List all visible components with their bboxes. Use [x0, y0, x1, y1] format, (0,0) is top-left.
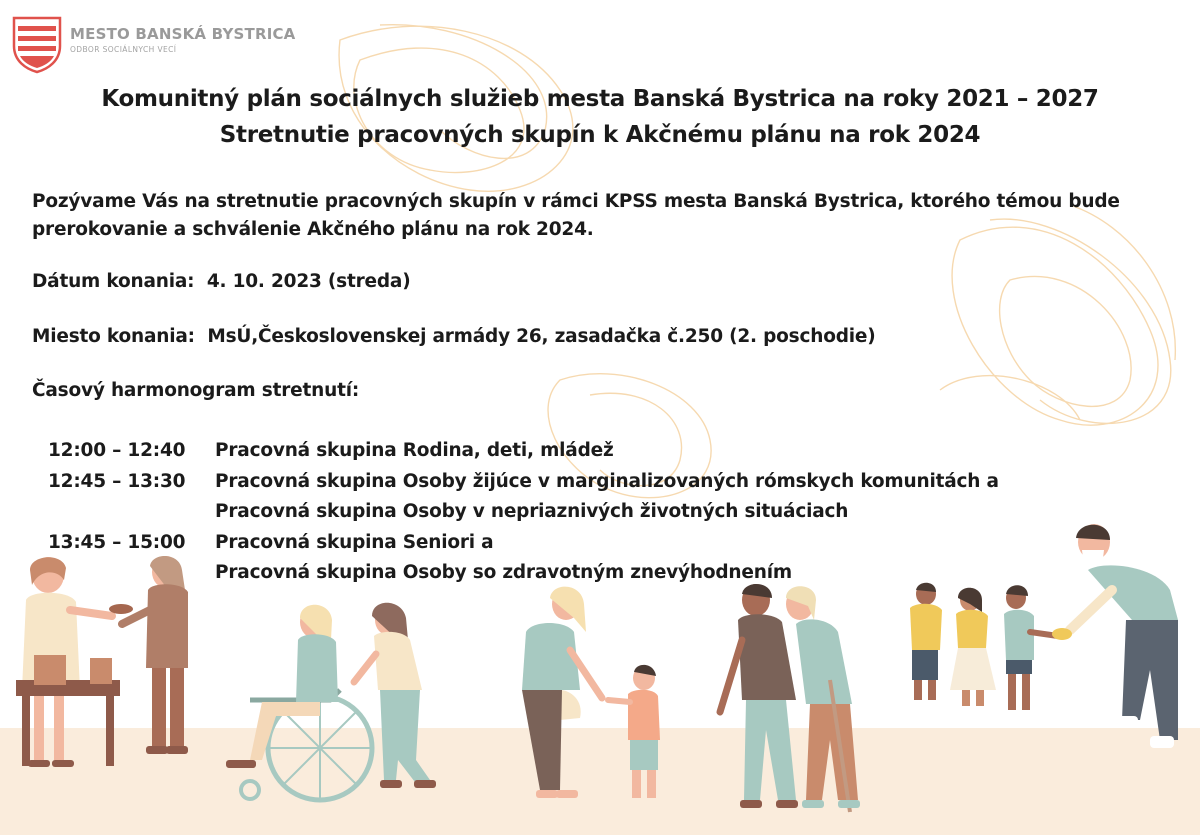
elderly-helped-walking-illustration [720, 584, 860, 812]
schedule-heading: Časový harmonogram stretnutí: [32, 380, 360, 401]
place-value: MsÚ,Československej armády 26, zasadačka č.250 (2. poschodie) [207, 326, 876, 347]
page-subtitle: Stretnutie pracovných skupín k Akčnému plánu na rok 2024 [219, 122, 981, 148]
woman-giving-child-illustration [522, 587, 660, 798]
logo-subtitle: ODBOR SOCIÁLNYCH VECÍ [70, 45, 177, 54]
schedule-group: Pracovná skupina Osoby so zdravotným znevýhodnením [215, 562, 792, 583]
page-title: Komunitný plán sociálnych služieb mesta Banská Bystrica na roky 2021 – 2027 [101, 86, 1099, 112]
schedule-group: Pracovná skupina Rodina, deti, mládež [215, 440, 614, 461]
date-label: Dátum konania: [32, 271, 195, 292]
schedule-group: Pracovná skupina Seniori a [215, 532, 494, 553]
intro-line-1: Pozývame Vás na stretnutie pracovných skupín v rámci KPSS mesta Banská Bystrica, ktorého témou bude [32, 191, 1120, 212]
date-value: 4. 10. 2023 (streda) [206, 271, 411, 292]
logo-title: MESTO BANSKÁ BYSTRICA [70, 25, 296, 43]
people-sharing-bowl-illustration [16, 556, 188, 767]
schedule-time: 13:45 – 15:00 [48, 532, 186, 553]
schedule-group: Pracovná skupina Osoby žijúce v marginalizovaných rómskych komunitách a [215, 471, 999, 492]
wheelchair-helper-illustration [226, 603, 436, 800]
schedule-time: 12:00 – 12:40 [48, 440, 186, 461]
schedule-group: Pracovná skupina Osoby v nepriaznivých životných situáciach [215, 501, 849, 522]
place-label: Miesto konania: [32, 326, 195, 347]
children-receiving-food-illustration [910, 524, 1178, 748]
schedule-time: 12:45 – 13:30 [48, 471, 186, 492]
intro-line-2: prerokovanie a schválenie Akčného plánu na rok 2024. [32, 219, 594, 240]
